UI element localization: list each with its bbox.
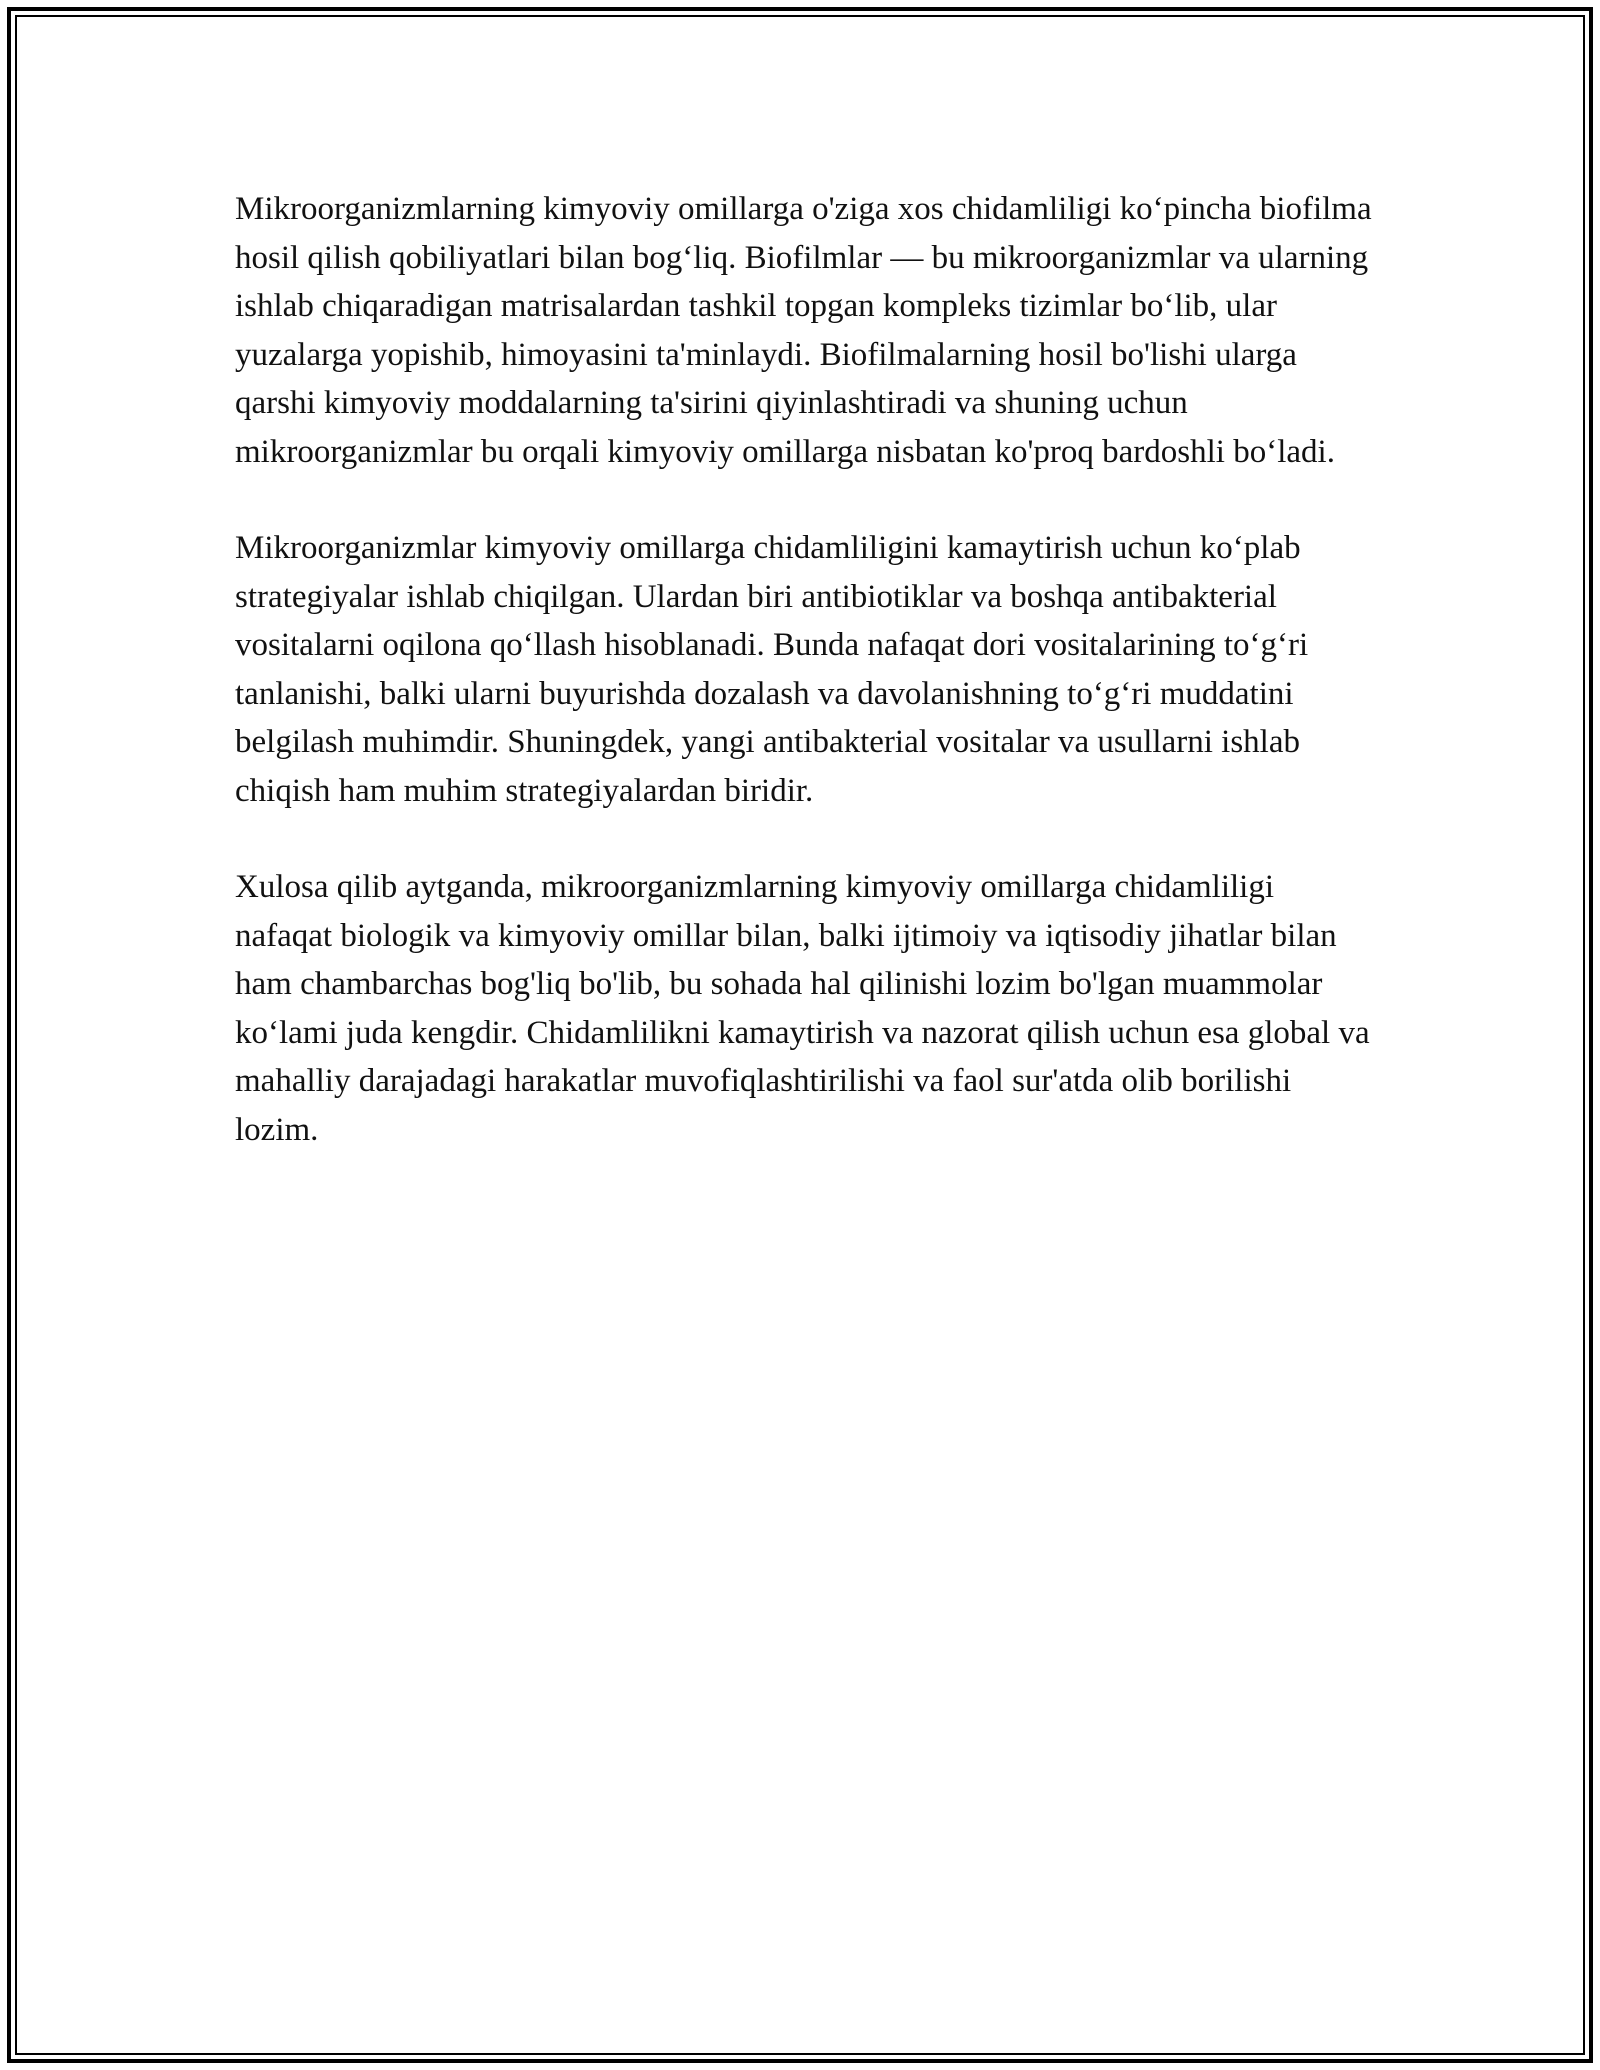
paragraph-2: Mikroorganizmlar kimyoviy omillarga chidamliligini kamaytirish uchun ko‘plab strategiyalar ishlab chiqilgan. Ulardan biri antibiotiklar va boshqa antibakterial vositalarni oqilona qo‘llash hisoblanadi. Bunda nafaqat dori vositalarining to‘g‘ri tanlanishi, balki ularni buyurishda dozalash va davolanishning to‘g‘ri muddatini belgilash muhimdir. Shuningdek, yangi antibakterial vositalar va usullarni ishlab chiqish ham muhim strategiyalardan biridir. [235, 530, 1309, 809]
paragraph-1: Mikroorganizmlarning kimyoviy omillarga o'ziga xos chidamliligi ko‘pincha biofilma hosil qilish qobiliyatlari bilan bog‘liq. Biofilmlar — bu mikroorganizmlar va ularning ishlab chiqaradigan matrisalardan tashkil topgan kompleks tizimlar bo‘lib, ular yuzalarga yopishib, himoyasini ta'minlaydi. Biofilmalarning hosil bo'lishi ularga qarshi kimyoviy moddalarning ta'sirini qiyinlashtiradi va shuning uchun mikroorganizmlar bu orqali kimyoviy omillarga nisbatan ko'proq bardoshli bo‘ladi. [235, 191, 1372, 470]
document-body [235, 185, 1375, 1202]
paragraph-3: Xulosa qilib aytganda, mikroorganizmlarning kimyoviy omillarga chidamliligi nafaqat biologik va kimyoviy omillar bilan, balki ijtimoiy va iqtisodiy jihatlar bilan ham chambarchas bog'liq bo'lib, bu sohada hal qilinishi lozim bo'lgan muammolar ko‘lami juda kengdir. Chidamlilikni kamaytirish va nazorat qilish uchun esa global va mahalliy darajadagi harakatlar muvofiqlashtirilishi va faol sur'atda olib borilishi lozim. [235, 869, 1370, 1148]
